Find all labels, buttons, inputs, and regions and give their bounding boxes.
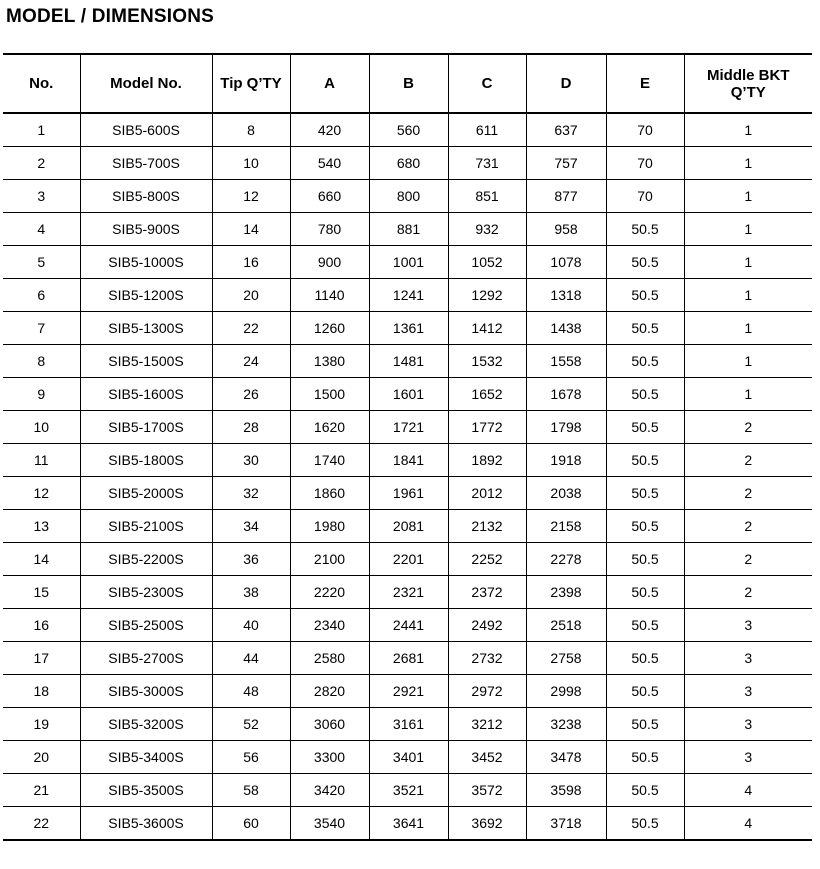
table-cell: 1772: [448, 411, 526, 444]
table-cell: 17: [3, 642, 80, 675]
table-cell: 2: [684, 576, 812, 609]
table-cell: 1: [684, 312, 812, 345]
table-cell: 1961: [369, 477, 448, 510]
table-row: [3, 510, 812, 543]
table-row: [3, 345, 812, 378]
table-cell: 3452: [448, 741, 526, 774]
table-cell: 540: [290, 147, 369, 180]
table-cell: 70: [606, 180, 684, 213]
table-cell: 2201: [369, 543, 448, 576]
table-cell: 19: [3, 708, 80, 741]
table-cell: SIB5-1200S: [80, 279, 212, 312]
table-cell: 50.5: [606, 741, 684, 774]
table-cell: SIB5-2500S: [80, 609, 212, 642]
table-cell: 2921: [369, 675, 448, 708]
table-cell: 611: [448, 113, 526, 147]
table-cell: 12: [3, 477, 80, 510]
table-cell: 2081: [369, 510, 448, 543]
table-cell: 12: [212, 180, 290, 213]
table-cell: 50.5: [606, 477, 684, 510]
table-cell: 1: [684, 180, 812, 213]
table-cell: 1652: [448, 378, 526, 411]
table-cell: 18: [3, 675, 80, 708]
table-cell: 50.5: [606, 279, 684, 312]
table-cell: 1001: [369, 246, 448, 279]
table-cell: 16: [212, 246, 290, 279]
table-cell: 2321: [369, 576, 448, 609]
table-cell: SIB5-1700S: [80, 411, 212, 444]
table-cell: 11: [3, 444, 80, 477]
table-cell: 3: [684, 609, 812, 642]
column-header: E: [606, 54, 684, 113]
table-cell: 24: [212, 345, 290, 378]
table-cell: 4: [3, 213, 80, 246]
table-cell: 40: [212, 609, 290, 642]
table-cell: 1052: [448, 246, 526, 279]
table-cell: 8: [3, 345, 80, 378]
table-cell: 2972: [448, 675, 526, 708]
table-cell: 2681: [369, 642, 448, 675]
table-cell: 48: [212, 675, 290, 708]
table-cell: 1601: [369, 378, 448, 411]
table-cell: SIB5-2700S: [80, 642, 212, 675]
table-cell: 1678: [526, 378, 606, 411]
table-cell: 1: [684, 378, 812, 411]
table-cell: SIB5-3500S: [80, 774, 212, 807]
table-cell: 22: [212, 312, 290, 345]
table-row: [3, 708, 812, 741]
table-cell: 70: [606, 147, 684, 180]
table-cell: 21: [3, 774, 80, 807]
table-cell: 1798: [526, 411, 606, 444]
table-row: [3, 147, 812, 180]
table-cell: 1: [3, 113, 80, 147]
table-cell: 932: [448, 213, 526, 246]
table-body: [3, 113, 812, 840]
table-cell: 3: [684, 675, 812, 708]
table-row: [3, 180, 812, 213]
table-cell: 50.5: [606, 774, 684, 807]
table-cell: 2758: [526, 642, 606, 675]
table-cell: 1241: [369, 279, 448, 312]
table-cell: 1: [684, 279, 812, 312]
table-cell: 50.5: [606, 246, 684, 279]
table-cell: 30: [212, 444, 290, 477]
table-cell: 2038: [526, 477, 606, 510]
table-cell: 3420: [290, 774, 369, 807]
table-cell: 34: [212, 510, 290, 543]
table-cell: 50.5: [606, 576, 684, 609]
table-cell: 2220: [290, 576, 369, 609]
table-cell: 13: [3, 510, 80, 543]
table-cell: SIB5-3200S: [80, 708, 212, 741]
table-cell: 50.5: [606, 543, 684, 576]
table-cell: 1892: [448, 444, 526, 477]
table-cell: 420: [290, 113, 369, 147]
table-row: [3, 213, 812, 246]
table-cell: 22: [3, 807, 80, 841]
table-cell: 20: [3, 741, 80, 774]
table-cell: 6: [3, 279, 80, 312]
table-cell: 958: [526, 213, 606, 246]
table-cell: 1380: [290, 345, 369, 378]
table-cell: 50.5: [606, 807, 684, 841]
table-cell: 20: [212, 279, 290, 312]
table-cell: 36: [212, 543, 290, 576]
table-cell: SIB5-2000S: [80, 477, 212, 510]
table-cell: 3: [3, 180, 80, 213]
table-cell: 3598: [526, 774, 606, 807]
table-cell: 560: [369, 113, 448, 147]
table-cell: 52: [212, 708, 290, 741]
table-cell: 50.5: [606, 411, 684, 444]
table-cell: 2998: [526, 675, 606, 708]
table-cell: 3401: [369, 741, 448, 774]
table-cell: 5: [3, 246, 80, 279]
column-header: Middle BKT Q’TY: [684, 54, 812, 113]
table-cell: 2732: [448, 642, 526, 675]
table-cell: 2820: [290, 675, 369, 708]
table-cell: 1: [684, 246, 812, 279]
column-header: No.: [3, 54, 80, 113]
page-title: MODEL / DIMENSIONS: [6, 6, 215, 27]
table-cell: SIB5-1500S: [80, 345, 212, 378]
table-cell: 1140: [290, 279, 369, 312]
table-cell: 9: [3, 378, 80, 411]
table-cell: 1860: [290, 477, 369, 510]
table-cell: 1: [684, 113, 812, 147]
column-header: A: [290, 54, 369, 113]
table-cell: 2: [684, 411, 812, 444]
column-header: Model No.: [80, 54, 212, 113]
table-row: [3, 675, 812, 708]
table-cell: 1318: [526, 279, 606, 312]
table-cell: 3212: [448, 708, 526, 741]
table-cell: 3300: [290, 741, 369, 774]
table-cell: 851: [448, 180, 526, 213]
table-cell: 8: [212, 113, 290, 147]
table-row: [3, 543, 812, 576]
table-cell: 4: [684, 774, 812, 807]
table-cell: 58: [212, 774, 290, 807]
table-cell: 2492: [448, 609, 526, 642]
table-cell: 3521: [369, 774, 448, 807]
table-cell: 7: [3, 312, 80, 345]
table-cell: 50.5: [606, 510, 684, 543]
table-cell: SIB5-2200S: [80, 543, 212, 576]
table-cell: 1918: [526, 444, 606, 477]
table-cell: 2: [684, 444, 812, 477]
column-header: D: [526, 54, 606, 113]
table-cell: 10: [212, 147, 290, 180]
table-row: [3, 477, 812, 510]
table-cell: 3540: [290, 807, 369, 841]
table-cell: SIB5-1600S: [80, 378, 212, 411]
table-cell: 50.5: [606, 708, 684, 741]
table-cell: 877: [526, 180, 606, 213]
table-cell: SIB5-1300S: [80, 312, 212, 345]
table-cell: 2340: [290, 609, 369, 642]
table-cell: 1: [684, 147, 812, 180]
table-cell: 2: [684, 543, 812, 576]
table-cell: 32: [212, 477, 290, 510]
table-cell: SIB5-3400S: [80, 741, 212, 774]
table-cell: 1292: [448, 279, 526, 312]
table-cell: 44: [212, 642, 290, 675]
table-cell: 1361: [369, 312, 448, 345]
table-row: [3, 246, 812, 279]
table-row: [3, 741, 812, 774]
table-row: [3, 411, 812, 444]
table-cell: 1620: [290, 411, 369, 444]
table-cell: 2580: [290, 642, 369, 675]
table-cell: 2100: [290, 543, 369, 576]
table-cell: 50.5: [606, 213, 684, 246]
table-cell: 3238: [526, 708, 606, 741]
table-row: [3, 378, 812, 411]
table-cell: 1980: [290, 510, 369, 543]
table-cell: 14: [3, 543, 80, 576]
table-cell: 1438: [526, 312, 606, 345]
table-cell: 3: [684, 708, 812, 741]
table-cell: 3: [684, 741, 812, 774]
table-cell: 3718: [526, 807, 606, 841]
table-cell: 2518: [526, 609, 606, 642]
table-cell: 3161: [369, 708, 448, 741]
table-cell: 2441: [369, 609, 448, 642]
table-cell: 3641: [369, 807, 448, 841]
table-cell: SIB5-3600S: [80, 807, 212, 841]
column-header: C: [448, 54, 526, 113]
table-cell: SIB5-900S: [80, 213, 212, 246]
table-row: [3, 279, 812, 312]
table-cell: 50.5: [606, 675, 684, 708]
table-cell: 900: [290, 246, 369, 279]
table-cell: 1: [684, 213, 812, 246]
table-cell: 2: [684, 477, 812, 510]
table-cell: 637: [526, 113, 606, 147]
table-cell: 757: [526, 147, 606, 180]
table-row: [3, 609, 812, 642]
table-row: [3, 113, 812, 147]
table-cell: 1412: [448, 312, 526, 345]
table-cell: 28: [212, 411, 290, 444]
table-cell: 731: [448, 147, 526, 180]
table-cell: 14: [212, 213, 290, 246]
table-cell: 2: [684, 510, 812, 543]
table-cell: 3478: [526, 741, 606, 774]
table-cell: 1740: [290, 444, 369, 477]
table-cell: 1721: [369, 411, 448, 444]
table-cell: 680: [369, 147, 448, 180]
table-cell: 660: [290, 180, 369, 213]
table-cell: 56: [212, 741, 290, 774]
column-header: Tip Q’TY: [212, 54, 290, 113]
table-cell: 2278: [526, 543, 606, 576]
table-cell: 50.5: [606, 609, 684, 642]
table-cell: SIB5-800S: [80, 180, 212, 213]
table-cell: SIB5-700S: [80, 147, 212, 180]
table-cell: 1841: [369, 444, 448, 477]
table-row: [3, 807, 812, 841]
table-cell: 50.5: [606, 345, 684, 378]
table-cell: 800: [369, 180, 448, 213]
dimensions-table: [3, 53, 812, 841]
table-cell: 1: [684, 345, 812, 378]
table-cell: SIB5-1800S: [80, 444, 212, 477]
table-row: [3, 642, 812, 675]
table-cell: 50.5: [606, 444, 684, 477]
table-cell: 1078: [526, 246, 606, 279]
table-cell: 1500: [290, 378, 369, 411]
table-cell: 2158: [526, 510, 606, 543]
table-cell: SIB5-2100S: [80, 510, 212, 543]
table-cell: 3572: [448, 774, 526, 807]
table-cell: SIB5-3000S: [80, 675, 212, 708]
table-cell: 780: [290, 213, 369, 246]
table-cell: 15: [3, 576, 80, 609]
table-cell: 4: [684, 807, 812, 841]
table-cell: 26: [212, 378, 290, 411]
table-row: [3, 576, 812, 609]
table-cell: 1558: [526, 345, 606, 378]
table-cell: 881: [369, 213, 448, 246]
table-cell: 2012: [448, 477, 526, 510]
table-cell: 1532: [448, 345, 526, 378]
table-cell: 2132: [448, 510, 526, 543]
table-cell: SIB5-1000S: [80, 246, 212, 279]
table-row: [3, 444, 812, 477]
table-cell: 60: [212, 807, 290, 841]
table-cell: 2372: [448, 576, 526, 609]
table-cell: 16: [3, 609, 80, 642]
table-cell: 10: [3, 411, 80, 444]
table-cell: 38: [212, 576, 290, 609]
table-cell: 2252: [448, 543, 526, 576]
table-row: [3, 312, 812, 345]
table-cell: 3: [684, 642, 812, 675]
table-row: [3, 774, 812, 807]
table-cell: 2398: [526, 576, 606, 609]
table-cell: 70: [606, 113, 684, 147]
table-cell: 1260: [290, 312, 369, 345]
table-cell: SIB5-2300S: [80, 576, 212, 609]
column-header: B: [369, 54, 448, 113]
table-header-row: [3, 54, 812, 113]
table-cell: 2: [3, 147, 80, 180]
table-cell: 50.5: [606, 312, 684, 345]
table-cell: 1481: [369, 345, 448, 378]
table-cell: 50.5: [606, 378, 684, 411]
table-cell: 3060: [290, 708, 369, 741]
table-cell: 50.5: [606, 642, 684, 675]
table-cell: 3692: [448, 807, 526, 841]
table-cell: SIB5-600S: [80, 113, 212, 147]
